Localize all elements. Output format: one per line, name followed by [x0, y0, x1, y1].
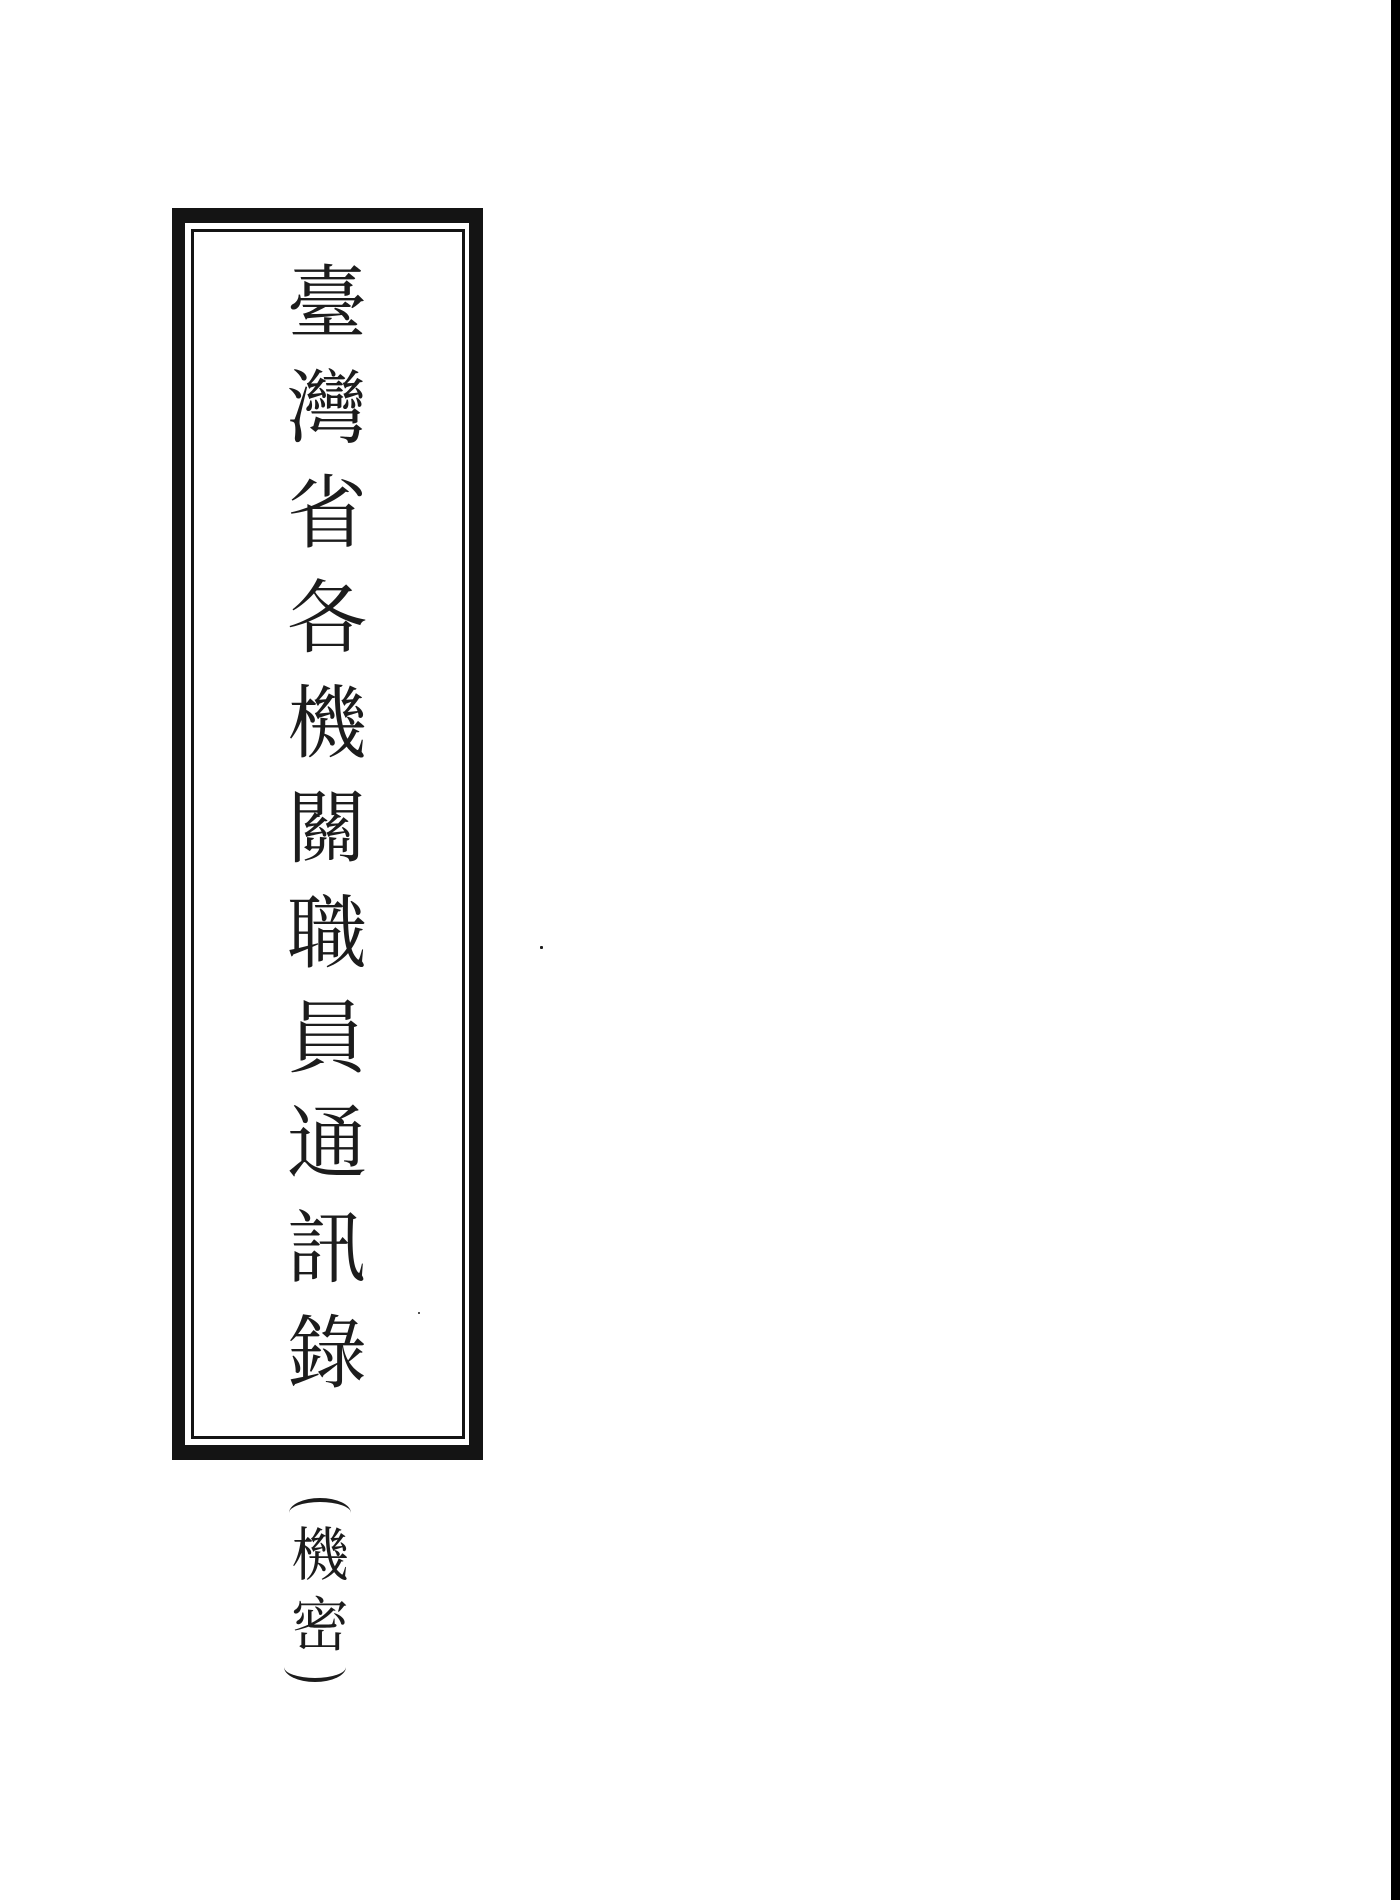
- title-glyph: 各: [287, 572, 367, 665]
- title-glyph: 通: [287, 1097, 367, 1190]
- title-glyph: 關: [287, 782, 367, 875]
- title-glyph: 臺: [287, 257, 367, 350]
- scan-speck: [540, 946, 543, 949]
- scan-edge-strip: [1391, 0, 1400, 1900]
- title-glyph: 機: [287, 677, 367, 770]
- scan-speck: [418, 1312, 420, 1314]
- confidential-label: [270, 1498, 370, 1682]
- title-glyph: 訊: [287, 1202, 367, 1295]
- title-glyph: 機: [290, 1520, 349, 1589]
- open-parenthesis-icon: [289, 1498, 351, 1513]
- title-glyph: 省: [287, 467, 367, 560]
- title-glyph: 灣: [287, 362, 367, 455]
- title-glyph: 職: [287, 887, 367, 980]
- title-glyph: 錄: [287, 1307, 367, 1400]
- confidential-text: [290, 1520, 349, 1659]
- title-glyph: 員: [287, 992, 367, 1085]
- close-parenthesis-icon: [284, 1667, 346, 1682]
- book-title: [277, 257, 377, 1400]
- title-glyph: 密: [290, 1590, 349, 1659]
